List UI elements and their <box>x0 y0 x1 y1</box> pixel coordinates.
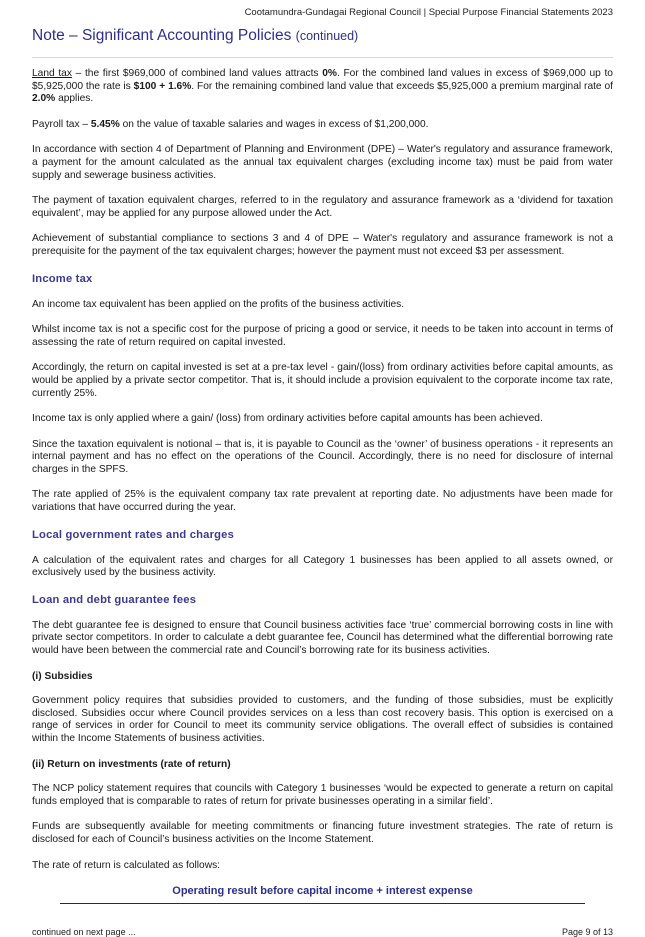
paragraph: Accordingly, the return on capital invested is set at a pre-tax level - gain/(loss) from ordinary activities before capital amounts, as would be applied by a private sector competitor. That is, it should include a provision equivalent to the corporate income tax rate, currently 25%. <box>32 362 613 399</box>
land-tax-text-3: . For the remaining combined land value that exceeds $5,925,000 a premium marginal rate of <box>191 80 613 92</box>
rate-of-return-formula-numerator: Operating result before capital income + interest expense <box>60 885 585 904</box>
title-divider <box>32 57 613 58</box>
paragraph: Since the taxation equivalent is notional – that is, it is payable to Council as the ‘owner’ of business operations - it represents an internal payment and has no effect on the operations of the Council. Accordingly, there is no need for disclosure of internal charges in the SPFS. <box>32 438 613 475</box>
paragraph: In accordance with section 4 of Department of Planning and Environment (DPE) – Water's regulatory and assurance framework, a payment for the amount calculated as the annual tax equivalent charges (excluding income tax) must be paid from water supply and sewerage business activities. <box>32 144 613 181</box>
continued-note: continued on next page ... <box>32 927 136 937</box>
payroll-tax-text-1: Payroll tax – <box>32 118 91 130</box>
land-tax-paragraph <box>32 68 613 106</box>
paragraph: Income tax is only applied where a gain/ (loss) from ordinary activities before capital amounts has been achieved. <box>32 413 543 425</box>
running-header: Cootamundra-Gundagai Regional Council | Special Purpose Financial Statements 2023 <box>244 7 613 18</box>
page-body <box>32 68 613 904</box>
payroll-tax-paragraph <box>32 119 613 132</box>
page-title-suffix: (continued) <box>295 29 359 43</box>
page-number: Page 9 of 13 <box>561 927 613 937</box>
page-title-main: Note – Significant Accounting Policies <box>32 27 292 44</box>
paragraph: Whilst income tax is not a specific cost for the purpose of pricing a good or service, it needs to be taken into account in terms of assessing the rate of return required on capital invested. <box>32 324 613 348</box>
page-title <box>32 27 358 45</box>
paragraph: A calculation of the equivalent rates and charges for all Category 1 businesses has been applied to all assets owned, or exclusively used by the business activity. <box>32 554 613 579</box>
paragraph: The NCP policy statement requires that councils with Category 1 businesses ‘would be expected to generate a return on capital funds employed that is comparable to rates of return for private businesses operating in a similar field’. <box>32 783 613 807</box>
paragraph: Funds are subsequently available for meeting commitments or financing future investment strategies. The rate of return is disclosed for each of Council’s business activities on the Income Statement. <box>32 821 613 845</box>
loan-debt-guarantee-heading: Loan and debt guarantee fees <box>32 593 197 606</box>
income-tax-heading: Income tax <box>32 272 93 285</box>
land-tax-label: Land tax <box>32 68 72 79</box>
payroll-tax-rate: 5.45% <box>90 118 120 130</box>
paragraph: The debt guarantee fee is designed to ensure that Council business activities face ‘true’ commercial borrowing costs in line with private sector competitors. In order to calculate a debt guarantee fee, Council has determined what the differential borrowing rate would have been between the commercial rate and Council’s borrowing rate for its business activities. <box>32 619 613 657</box>
paragraph: The rate of return is calculated as follows: <box>32 859 220 871</box>
land-tax-text-2: . For the combined land values in excess of $969,000 up to $5,925,000 the rate is <box>32 68 613 92</box>
paragraph: An income tax equivalent has been applied on the profits of the business activities. <box>32 298 405 310</box>
land-tax-text-1: – the first $969,000 of combined land values attracts <box>71 68 323 79</box>
land-tax-rate-1: 0% <box>322 68 337 79</box>
return-on-investments-heading: (ii) Return on investments (rate of return) <box>32 758 231 770</box>
land-tax-rate-3: 2.0% <box>32 93 56 105</box>
land-tax-text-4: applies. <box>55 93 94 105</box>
paragraph: Government policy requires that subsidies provided to customers, and the funding of those subsidies, must be explicitly disclosed. Subsidies occur where Council provides services on a less than cost recovery basis. This option is exercised on a range of services in order for Council to meet its community service obligations. The overall effect of subsidies is contained within the Income Statements of business activities. <box>32 695 613 744</box>
local-government-rates-heading: Local government rates and charges <box>32 528 235 541</box>
paragraph: The payment of taxation equivalent charges, referred to in the regulatory and assurance framework as a ‘dividend for taxation equivalent’, may be applied for any purpose allowed under the Act. <box>32 195 613 219</box>
payroll-tax-text-2: on the value of taxable salaries and wages in excess of $1,200,000. <box>119 118 429 130</box>
land-tax-rate-2: $100 + 1.6% <box>133 80 192 92</box>
paragraph: Achievement of substantial compliance to sections 3 and 4 of DPE – Water's regulatory and assurance framework is not a prerequisite for the payment of the tax equivalent charges; however the payment must not exceed $3 per assessment. <box>32 233 613 257</box>
subsidies-heading: (i) Subsidies <box>32 670 93 682</box>
paragraph: The rate applied of 25% is the equivalent company tax rate prevalent at reporting date. No adjustments have been made for variations that have occurred during the year. <box>32 489 613 514</box>
